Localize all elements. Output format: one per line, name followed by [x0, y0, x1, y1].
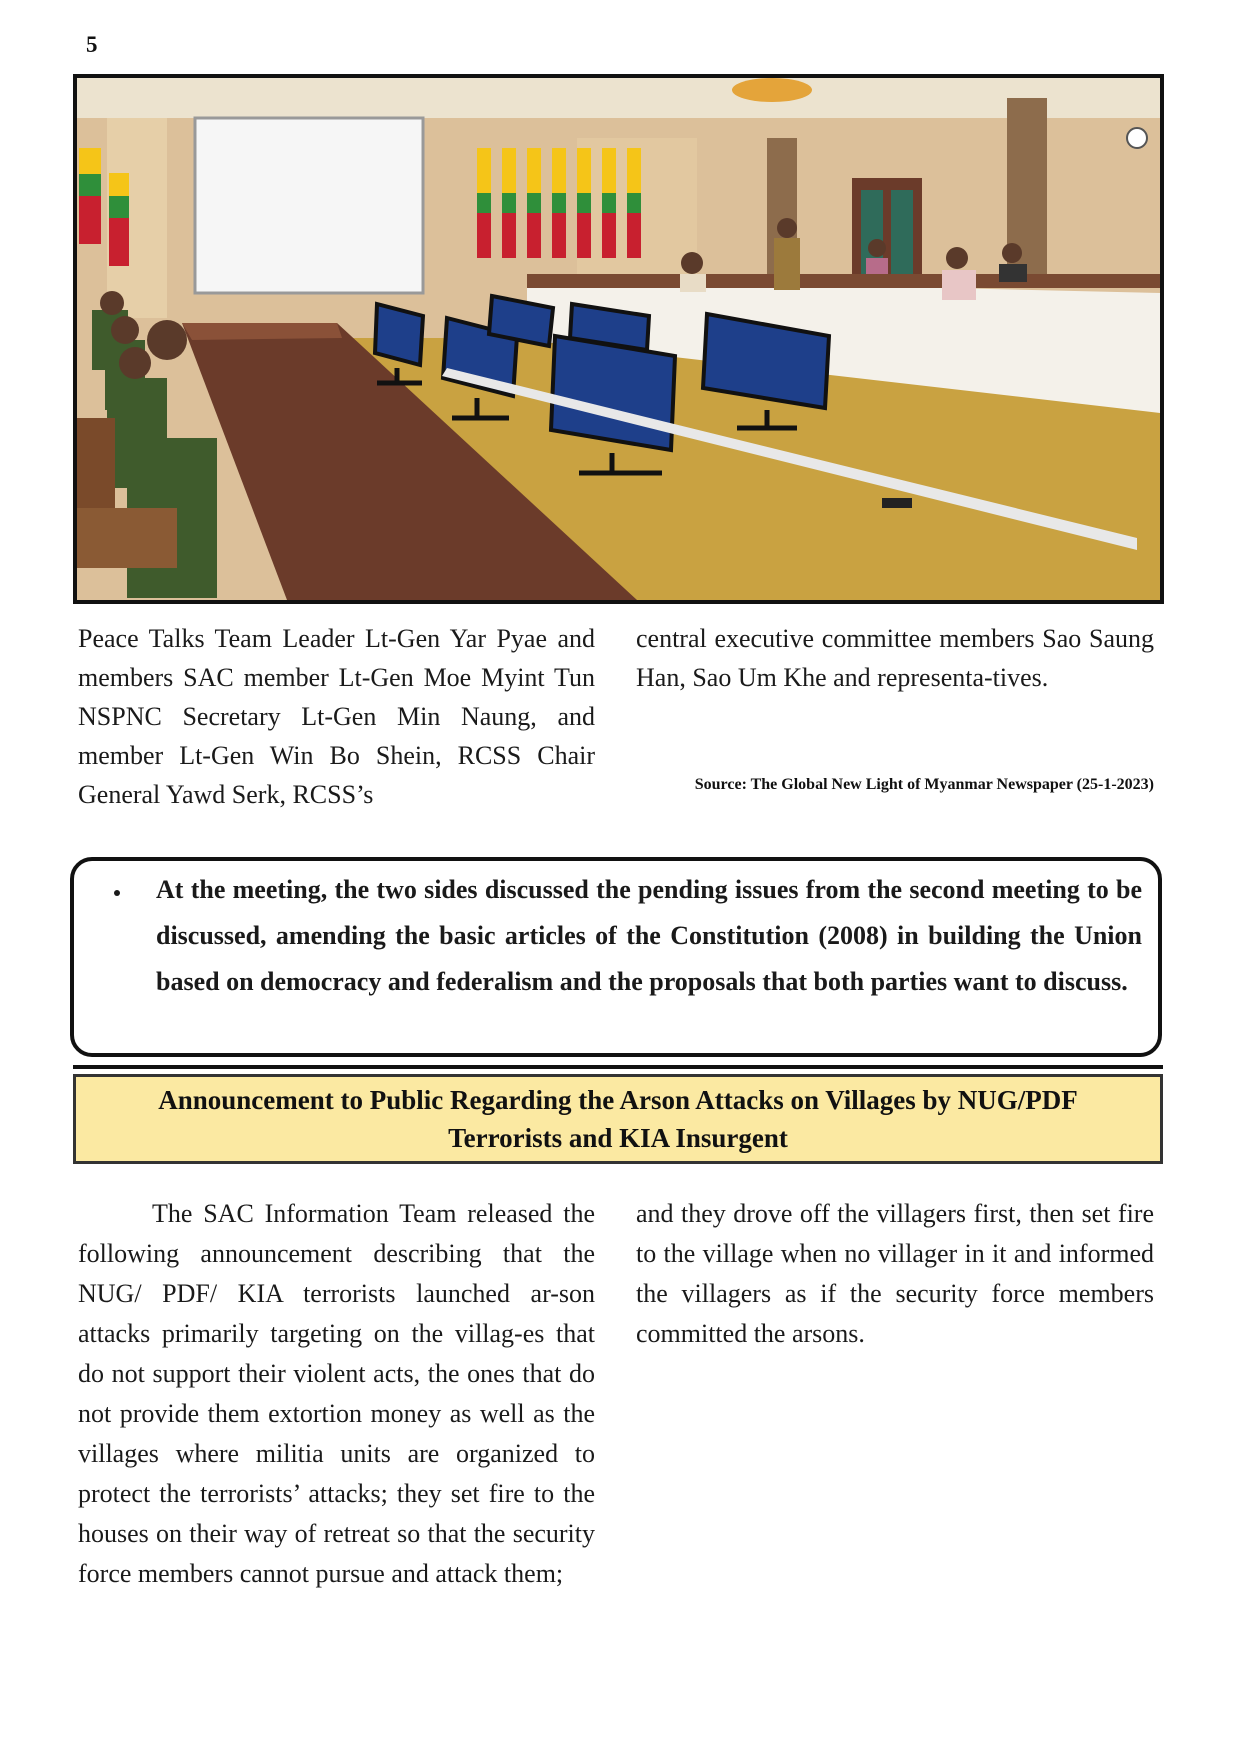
article-text-left: The SAC Information Team released the following announcement describing that the NUG/ PDF/ KIA terrorists launched ar-son attacks primarily targeting on the villag-es that do not support their violent acts, the ones that do not provide them extortion money as well as the villages where militia units are organized to protect the terrorists’ attacks; they set fire to the houses on their way of retreat so that the security force members cannot pursue and attack them; — [78, 1199, 595, 1588]
meeting-photo — [73, 74, 1164, 604]
section-heading-line-2: Terrorists and KIA Insurgent — [448, 1123, 788, 1153]
highlight-bullet: • At the meeting, the two sides discussed the pending issues from the second meeting to be discussed, amending the basic articles of the Constitution (2008) in building the Union based on democracy and federalism and the proposals that both parties want to discuss. — [132, 867, 1142, 1005]
article-text-right: and they drove off the villagers first, then set fire to the village when no villager in it and informed the villagers as if the security force members committed the arsons. — [636, 1199, 1154, 1348]
article-column-right — [636, 1194, 1154, 1354]
page-number: 5 — [86, 32, 98, 57]
photo-caption-right: central executive committee members Sao Saung Han, Sao Um Khe and representa-tives. — [636, 624, 1154, 692]
heading-rule — [73, 1065, 1163, 1069]
section-heading — [73, 1074, 1163, 1164]
source-citation: Source: The Global New Light of Myanmar Newspaper (25-1-2023) — [694, 776, 1154, 793]
article-column-left — [78, 1194, 595, 1594]
highlight-list — [116, 867, 1142, 1005]
meeting-photo-illustration — [77, 78, 1160, 600]
highlight-box — [70, 857, 1162, 1057]
photo-caption-left: Peace Talks Team Leader Lt-Gen Yar Pyae and members SAC member Lt-Gen Moe Myint Tun NSPNC Secretary Lt-Gen Min Naung, and member Lt-Gen Win Bo Shein, RCSS Chair General Yawd Serk, RCSS’s — [78, 624, 595, 809]
section-heading-line-1: Announcement to Public Regarding the Arson Attacks on Villages by NUG/PDF — [158, 1085, 1078, 1115]
